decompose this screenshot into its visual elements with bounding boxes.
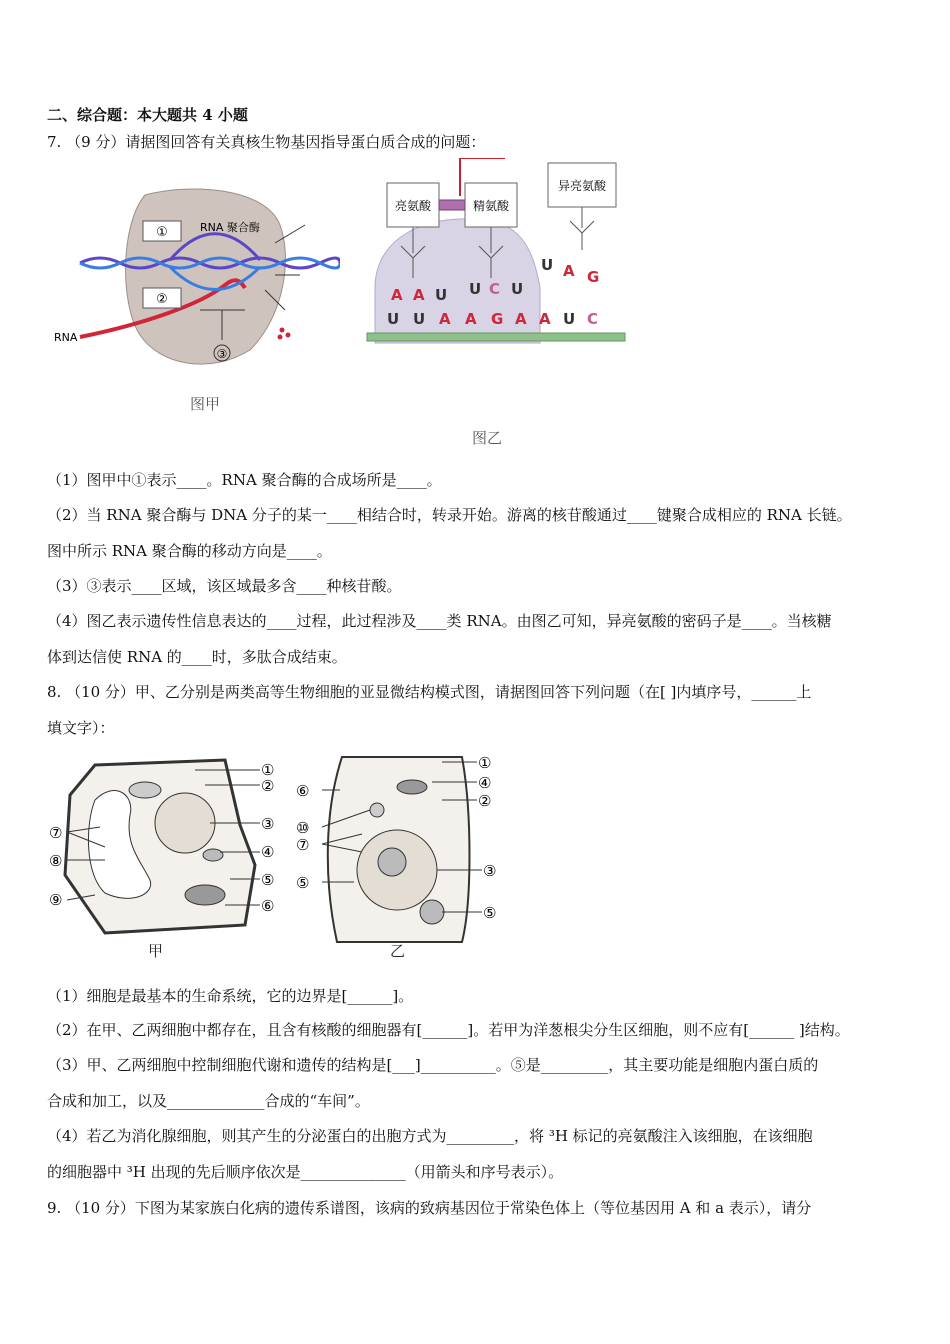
q7-item-3: （3）③表示____区域，该区域最多含____种核苷酸。 xyxy=(47,577,402,595)
mitochondrion xyxy=(129,782,161,798)
q8-figure-plant-cell xyxy=(45,755,285,940)
amino-leu: 亮氨酸 xyxy=(394,199,432,213)
codon-8: U xyxy=(563,310,576,328)
q7-item-2b: 图中所示 RNA 聚合酶的移动方向是____。 xyxy=(47,542,332,560)
animal-label-5b: ⑤ xyxy=(483,904,497,922)
q8-item-2: （2）在甲、乙两细胞中都存在，且含有核酸的细胞器有[______]。若甲为洋葱根尖分生区细胞，则不应有[______ ]结构。 xyxy=(47,1021,850,1039)
codon-3: A xyxy=(439,310,451,328)
q7-figure-a-caption: 图甲 xyxy=(190,395,221,413)
q7-stem: 7. （9 分）请据图回答有关真核生物基因指导蛋白质合成的问题： xyxy=(47,133,486,151)
label-one: ① xyxy=(156,225,168,240)
codon-1: U xyxy=(387,310,400,328)
plant-label-8: ⑧ xyxy=(49,852,63,870)
animal-label-10: ⑩ xyxy=(296,819,310,837)
q8-item-3b: 合成和加工，以及_____________合成的“车间”。 xyxy=(47,1092,370,1110)
plant-label-6: ⑥ xyxy=(261,897,275,915)
animal-label-1: ① xyxy=(478,754,492,772)
nucleus xyxy=(155,793,215,853)
plant-label-2: ② xyxy=(261,777,275,795)
mrna-strand xyxy=(367,333,625,341)
plant-label-9: ⑨ xyxy=(49,891,63,909)
label-rna: RNA xyxy=(54,331,78,344)
q8-stem: 8. （10 分）甲、乙分别是两类高等生物细胞的亚显微结构模式图，请据图回答下列问题（在[ ]内填序号，______上 xyxy=(47,683,812,701)
q8-figure-animal-cell xyxy=(292,752,507,952)
anticodon-3: U xyxy=(435,286,448,304)
animal-label-2: ② xyxy=(478,792,492,810)
label-rna-polymerase: RNA 聚合酶 xyxy=(200,221,260,234)
codon-5: G xyxy=(491,310,504,328)
amino-arg: 精氨酸 xyxy=(472,199,510,213)
chloroplast xyxy=(185,885,225,905)
section-title: 二、综合题：本大题共 4 小题 xyxy=(47,106,248,124)
q7-figure-a xyxy=(50,185,340,375)
anticodon-7: U xyxy=(541,256,554,274)
plant-label-3: ③ xyxy=(261,815,275,833)
codon-6: A xyxy=(515,310,527,328)
q7-figure-b xyxy=(365,158,635,368)
q7-item-4: （4）图乙表示遗传性信息表达的____过程，此过程涉及____类 RNA。由图乙可知，异亮氨酸的密码子是____。当核糖 xyxy=(47,612,832,630)
codon-4: A xyxy=(465,310,477,328)
q7-figure-b-caption: 图乙 xyxy=(472,429,503,447)
q8-item-1: （1）细胞是最基本的生命系统，它的边界是[______]。 xyxy=(47,987,414,1005)
q8-stem-2: 填文字）： xyxy=(47,719,115,737)
q7-item-1: （1）图甲中①表示____。RNA 聚合酶的合成场所是____。 xyxy=(47,471,442,489)
q8-figure-animal-caption: 乙 xyxy=(390,942,406,960)
q8-figure-plant-caption: 甲 xyxy=(148,942,164,960)
label-three: ③ xyxy=(216,347,228,361)
label-two: ② xyxy=(156,292,168,307)
plant-label-1: ① xyxy=(261,761,275,779)
q7-item-4b: 体到达信使 RNA 的____时，多肽合成结束。 xyxy=(47,648,347,666)
amino-ile: 异亮氨酸 xyxy=(557,179,607,193)
q9-stem: 9. （10 分）下图为某家族白化病的遗传系谱图，该病的致病基因位于常染色体上（等位基因用 A 和 a 表示），请分 xyxy=(47,1199,812,1217)
anticodon-8: A xyxy=(563,262,575,280)
q8-item-4: （4）若乙为消化腺细胞，则其产生的分泌蛋白的出胞方式为_________，将 ³H 标记的亮氨酸注入该细胞，在该细胞 xyxy=(47,1127,813,1145)
plant-label-5: ⑤ xyxy=(261,871,275,889)
q8-item-3: （3）甲、乙两细胞中控制细胞代谢和遗传的结构是[___]__________。⑤是_________，其主要功能是细胞内蛋白质的 xyxy=(47,1056,819,1074)
anticodon-5: C xyxy=(489,280,501,298)
animal-label-7: ⑦ xyxy=(296,836,310,854)
codon-9: C xyxy=(587,310,599,328)
animal-label-3: ③ xyxy=(483,862,497,880)
plant-label-7: ⑦ xyxy=(49,824,63,842)
rna-polymerase-blob xyxy=(126,189,286,364)
plant-label-4: ④ xyxy=(261,843,275,861)
animal-label-4: ④ xyxy=(478,774,492,792)
anticodon-6: U xyxy=(511,280,524,298)
animal-label-5a: ⑤ xyxy=(296,874,310,892)
codon-2: U xyxy=(413,310,426,328)
anticodon-4: U xyxy=(469,280,482,298)
codon-7: A xyxy=(539,310,551,328)
anticodon-2: A xyxy=(413,286,425,304)
anticodon-9: G xyxy=(587,268,600,286)
q7-item-2: （2）当 RNA 聚合酶与 DNA 分子的某一____相结合时，转录开始。游离的核苷酸通过____键聚合成相应的 RNA 长链。 xyxy=(47,506,852,524)
q8-item-4b: 的细胞器中 ³H 出现的先后顺序依次是______________（用箭头和序号表示）。 xyxy=(47,1163,564,1181)
animal-label-6: ⑥ xyxy=(296,782,310,800)
anticodon-1: A xyxy=(391,286,403,304)
